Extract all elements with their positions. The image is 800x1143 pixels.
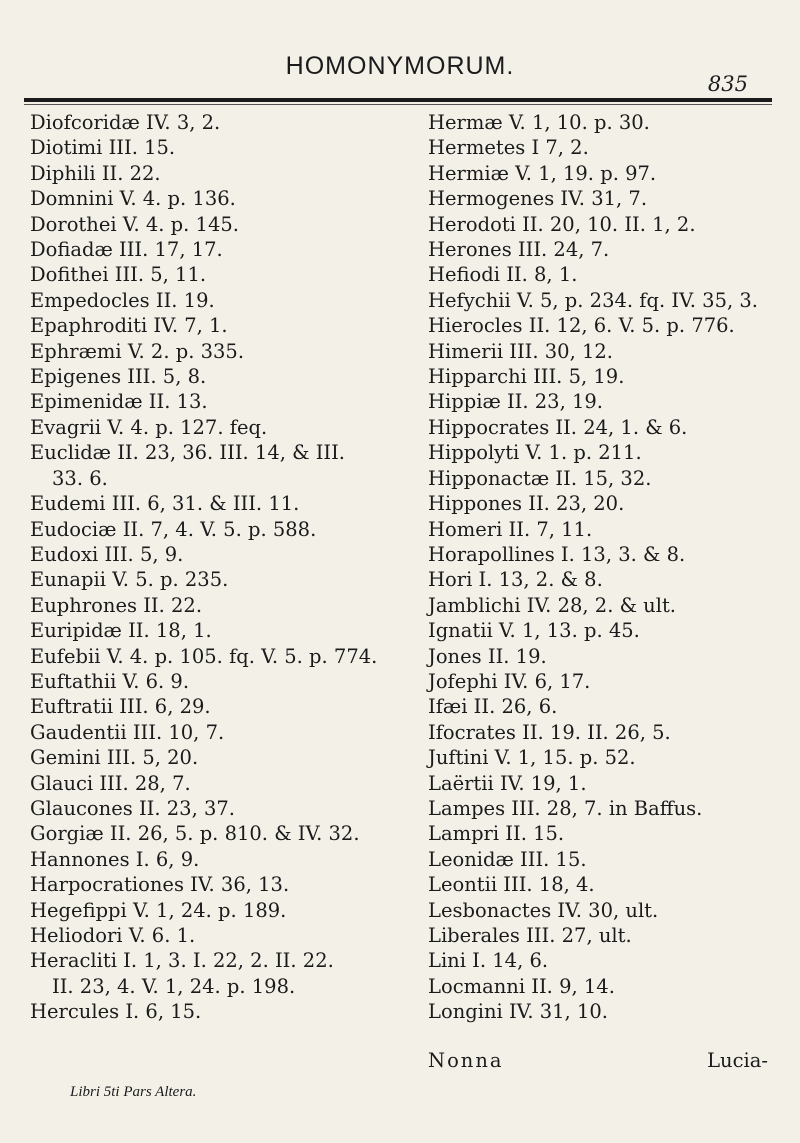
header-rule-thin	[24, 104, 772, 105]
index-entry: Herones III. 24, 7.	[428, 238, 610, 262]
signature-note: Libri 5ti Pars Altera.	[70, 1084, 197, 1100]
index-entry: Ifocrates II. 19. II. 26, 5.	[428, 720, 671, 744]
index-entry: Juftini V. 1, 15. p. 52.	[428, 746, 636, 770]
index-entry: Dofiadæ III. 17, 17.	[30, 238, 223, 262]
index-entry: Ignatii V. 1, 13. p. 45.	[428, 619, 640, 643]
index-entry: Glaucones II. 23, 37.	[30, 796, 235, 820]
index-entry: Lesbonactes IV. 30, ult.	[428, 898, 659, 922]
index-entry: Dorothei V. 4. p. 145.	[30, 212, 239, 236]
index-entry: Himerii III. 30, 12.	[428, 339, 613, 363]
index-entry: Hercules I. 6, 15.	[30, 1000, 202, 1024]
index-entry: Empedocles II. 19.	[30, 288, 215, 312]
index-entry: Leontii III. 18, 4.	[428, 873, 595, 897]
index-entry: Hannones I. 6, 9.	[30, 847, 200, 871]
running-title: HOMONYMORUM.	[285, 52, 515, 80]
index-entry: Diotimi III. 15.	[30, 136, 176, 160]
catchword-row	[428, 1049, 768, 1072]
index-entry: Diofcoridæ IV. 3, 2.	[30, 111, 221, 134]
index-entry: Lini I. 14, 6.	[428, 949, 549, 973]
index-entry: Lampes III. 28, 7. in Baffus.	[428, 796, 703, 820]
index-entry: Homeri II. 7, 11.	[428, 517, 593, 541]
index-entry: Domnini V. 4. p. 136.	[30, 187, 236, 211]
index-entry: Hierocles II. 12, 6. V. 5. p. 776.	[428, 314, 735, 338]
index-entry: Horapollines I. 13, 3. & 8.	[428, 542, 686, 566]
index-entry: Euftratii III. 6, 29.	[30, 695, 211, 719]
index-entry: Evagrii V. 4. p. 127. feq.	[30, 415, 268, 439]
index-entry: Diphili II. 22.	[30, 161, 161, 185]
index-entry: Eudociæ II. 7, 4. V. 5. p. 588.	[30, 517, 317, 541]
index-entry: Eufebii V. 4. p. 105. fq. V. 5. p. 774.	[30, 644, 378, 668]
index-entry: Glauci III. 28, 7.	[30, 771, 191, 795]
catchword-right: Lucia-	[707, 1049, 768, 1072]
index-entry: Hippiæ II. 23, 19.	[428, 390, 603, 414]
index-entry: Hefiodi II. 8, 1.	[428, 263, 578, 287]
index-entry: Hermetes I 7, 2.	[428, 136, 589, 160]
index-entry: 33. 6.	[52, 466, 108, 490]
index-entry: Epigenes III. 5, 8.	[30, 365, 207, 389]
index-entry: Hippolyti V. 1. p. 211.	[428, 441, 642, 465]
index-entry: Gaudentii III. 10, 7.	[30, 720, 225, 744]
index-entry: Hipponactæ II. 15, 32.	[428, 466, 652, 490]
index-entry: Harpocrationes IV. 36, 13.	[30, 873, 290, 897]
index-entry: Gorgiæ II. 26, 5. p. 810. & IV. 32.	[30, 822, 360, 846]
index-entry: Euclidæ II. 23, 36. III. 14, & III.	[30, 441, 345, 465]
index-entry: Lampri II. 15.	[428, 822, 565, 846]
index-entry: Eudemi III. 6, 31. & III. 11.	[30, 492, 300, 516]
index-entry: Epimenidæ II. 13.	[30, 390, 208, 414]
index-entry: Hegefippi V. 1, 24. p. 189.	[30, 898, 287, 922]
index-entry: Hermæ V. 1, 10. p. 30.	[428, 111, 650, 134]
page-number: 835	[707, 72, 748, 96]
index-entry: Liberales III. 27, ult.	[428, 924, 632, 947]
index-entry: Hippocrates II. 24, 1. & 6.	[428, 415, 688, 439]
index-entry: Dofithei III. 5, 11.	[30, 263, 207, 287]
index-entry: Gemini III. 5, 20.	[30, 746, 199, 770]
index-entry: Eunapii V. 5. p. 235.	[30, 568, 229, 592]
index-entry: Longini IV. 31, 10.	[428, 1000, 608, 1024]
index-entry: Hermiæ V. 1, 19. p. 97.	[428, 161, 657, 185]
index-entry: Jamblichi IV. 28, 2. & ult.	[428, 593, 676, 617]
index-entry: Jones II. 19.	[428, 644, 547, 668]
index-entry: Hipparchi III. 5, 19.	[428, 365, 625, 389]
index-entry: Eudoxi III. 5, 9.	[30, 542, 184, 566]
index-entry: Hippones II. 23, 20.	[428, 492, 625, 516]
index-entry: II. 23, 4. V. 1, 24. p. 198.	[52, 974, 296, 998]
index-entry: Heracliti I. 1, 3. I. 22, 2. II. 22.	[30, 949, 334, 973]
index-entry: Euftathii V. 6. 9.	[30, 669, 190, 693]
index-entry: Jofephi IV. 6, 17.	[428, 669, 591, 693]
index-entry: Epaphroditi IV. 7, 1.	[30, 314, 228, 338]
index-entry: Heliodori V. 6. 1.	[30, 924, 196, 947]
index-entry: Euphrones II. 22.	[30, 593, 203, 617]
index-entry: Hefychii V. 5, p. 234. fq. IV. 35, 3.	[428, 288, 758, 312]
index-entry: Ifæi II. 26, 6.	[428, 695, 558, 719]
index-entry: Ephræmi V. 2. p. 335.	[30, 339, 245, 363]
index-entry: Hermogenes IV. 31, 7.	[428, 187, 648, 211]
left-index-column	[30, 110, 410, 1025]
index-entry: Laërtii IV. 19, 1.	[428, 771, 587, 795]
catchword-left: Nonna	[428, 1049, 504, 1072]
right-index-column	[428, 110, 788, 1025]
index-entry: Locmanni II. 9, 14.	[428, 974, 615, 998]
index-entry: Leonidæ III. 15.	[428, 847, 587, 871]
index-entry: Euripidæ II. 18, 1.	[30, 619, 212, 643]
index-entry: Hori I. 13, 2. & 8.	[428, 568, 603, 592]
header-rule	[24, 98, 772, 102]
index-entry: Herodoti II. 20, 10. II. 1, 2.	[428, 212, 696, 236]
